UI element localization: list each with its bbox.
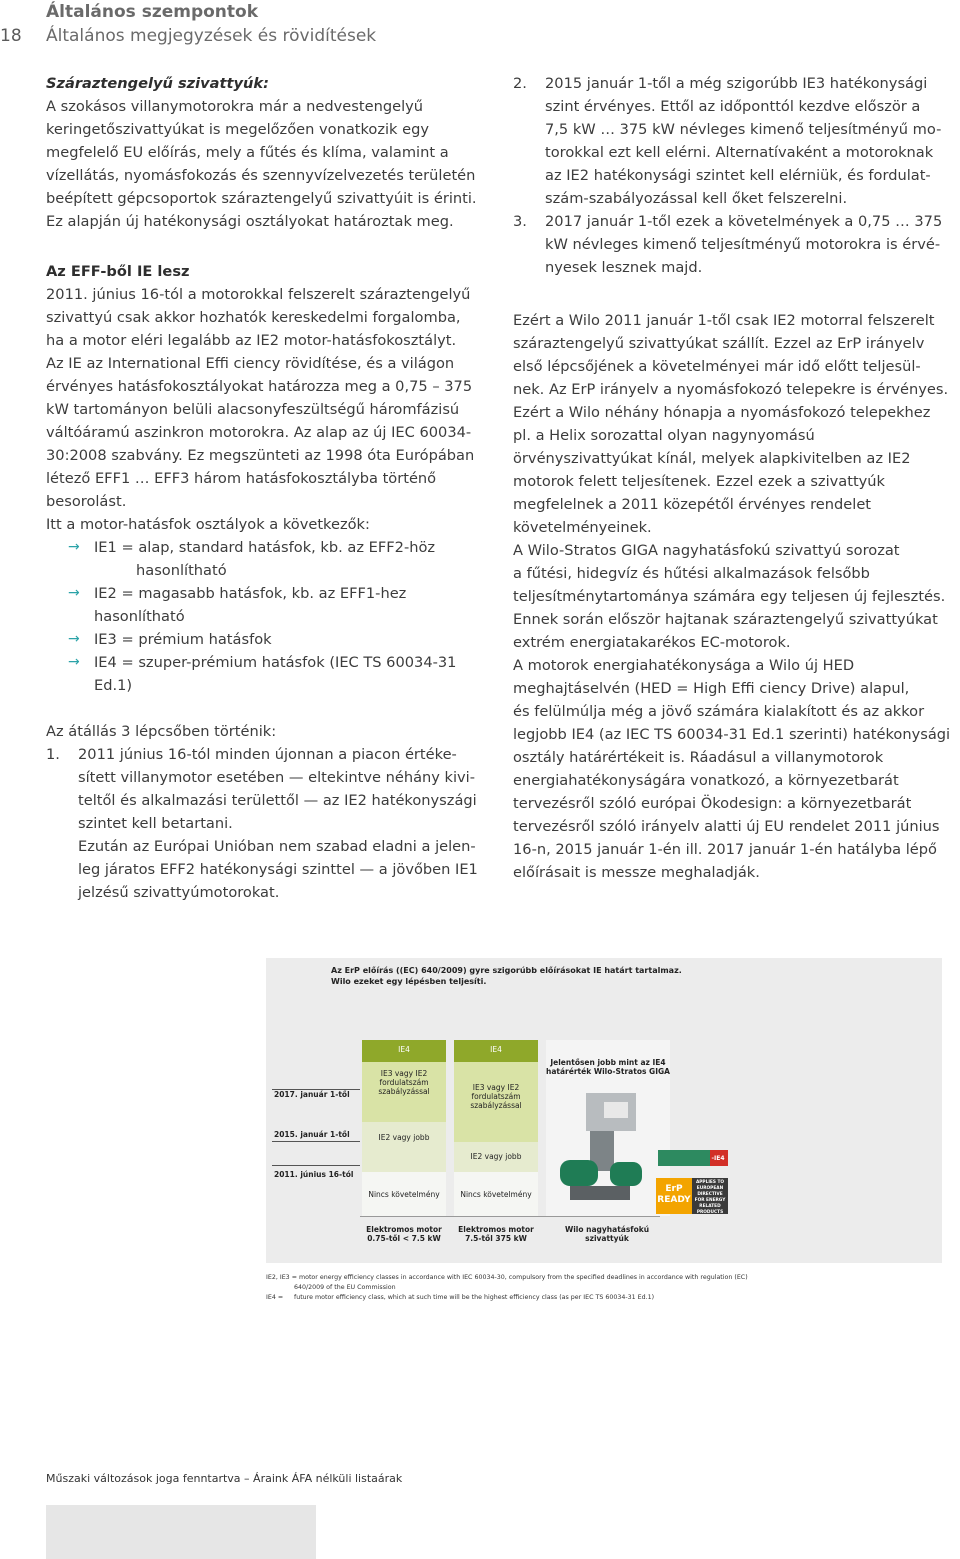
text-line: 30:2008 szabvány. Ez megszünteti az 1998 óta Európában bbox=[46, 447, 475, 464]
note-key: IE4 = bbox=[266, 1294, 284, 1301]
text-line: létező EFF1 … EFF3 három hatásfokosztályba történő bbox=[46, 470, 437, 487]
text-line: motorok felett teljesítenek. Ezzel ezek a szivattyúk bbox=[513, 473, 886, 490]
text-line: nyesek lesznek majd. bbox=[545, 259, 703, 276]
row-label-2011: 2011. június 16-tól bbox=[274, 1170, 354, 1179]
text-line: ha a motor eléri legalább az IE2 motor-hatásfokosztályt. bbox=[46, 332, 457, 349]
text-line: Itt a motor-hatásfok osztályok a következők: bbox=[46, 516, 370, 533]
text-line: teljesítménytartománya számára egy teljesen új fejlesztés. bbox=[513, 588, 946, 605]
arrow-right-icon: → bbox=[68, 539, 80, 555]
bullet-text: IE3 = prémium hatásfok bbox=[94, 631, 272, 648]
text-line: pl. a Helix sorozattal olyan nagynyomású bbox=[513, 427, 815, 444]
text-line: Az átállás 3 lépcsőben történik: bbox=[46, 723, 277, 740]
text-line: torokkal ezt kell elérni. Alternatívaként a motoroknak bbox=[545, 144, 934, 161]
right-column bbox=[513, 72, 958, 884]
bullet-text: Ed.1) bbox=[94, 677, 133, 694]
text-line: A szokásos villanymotorokra már a nedvestengelyű bbox=[46, 98, 424, 115]
row-label-2015: 2015. január 1-től bbox=[274, 1130, 350, 1139]
text-line: tervezésről szóló európai Ökodesign: a környezetbarát bbox=[513, 795, 912, 812]
text-line: Ezért a Wilo 2011 január 1-től csak IE2 motorral felszerelt bbox=[513, 312, 935, 329]
text-line: legjobb IE4 (az IEC TS 60034-31 Ed.1 szerinti) hatékonysági bbox=[513, 726, 951, 743]
erp-side-text: APPLIES TO EUROPEAN DIRECTIVE FOR ENERGY RELATED PRODUCTS bbox=[694, 1180, 726, 1215]
list-item bbox=[46, 536, 496, 582]
text-line: jelzésű szivattyúmotorokat. bbox=[78, 884, 280, 901]
figure-notes bbox=[266, 1273, 946, 1303]
text-line: A motorok energiahatékonysága a Wilo új HED bbox=[513, 657, 855, 674]
bullet-text: IE2 = magasabb hatásfok, kb. az EFF1-hez bbox=[94, 585, 407, 602]
list-item bbox=[46, 628, 496, 651]
text-line: szám-szabályozással kell őket felszerelni. bbox=[545, 190, 848, 207]
text-line: sített villanymotor esetében — eltekintve néhány kivi- bbox=[78, 769, 476, 786]
item-number: 1. bbox=[46, 746, 60, 763]
text-line: érvényes hatásfokosztályokat határozza meg a 0,75 – 375 bbox=[46, 378, 473, 395]
column-label-motor-large: Elektromos motor 7.5-től 375 kW bbox=[458, 1225, 534, 1243]
page-number: 18 bbox=[0, 26, 22, 46]
numbered-item bbox=[513, 210, 958, 279]
text-line: szint érvényes. Ettől az időponttól kezdve először a bbox=[545, 98, 921, 115]
text-line: tervezésről szóló irányelv alatti új EU rendelet 2011 június bbox=[513, 818, 940, 835]
caption-line: Az ErP előírás ((EC) 640/2009) gyre szigorúbb előírásokat IE határt tartalmaz. bbox=[331, 966, 682, 975]
caption-line: Wilo ezeket egy lépésben teljesíti. bbox=[331, 977, 487, 986]
text-line: örvényszivattyúkat kínál, melyek alapkivitelben az IE2 bbox=[513, 450, 911, 467]
bullet-text: IE1 = alap, standard hatásfok, kb. az EFF2-höz bbox=[94, 539, 436, 556]
text-line: beépített gépcsoportok száraztengelyű szivattyúit is érinti. bbox=[46, 190, 477, 207]
footer-text: Műszaki változások joga fenntartva – Áraink ÁFA nélküli listaárak bbox=[46, 1472, 403, 1485]
label-wilo-better: Jelentősen jobb mint az IE4 határérték Wilo-Stratos GIGA bbox=[546, 1058, 670, 1076]
text-line: keringetőszivattyúkat is megelőzően vonatkozik egy bbox=[46, 121, 430, 138]
label-ie3-ie2: IE3 vagy IE2 fordulatszám szabályzással bbox=[470, 1083, 522, 1110]
text-line: Ennek során először hajtanak száraztengelyű szivattyúkat bbox=[513, 611, 938, 628]
baseline bbox=[360, 1216, 660, 1217]
pump-image bbox=[556, 1088, 656, 1208]
text-line: 16-n, 2015 január 1-én ill. 2017 január 1-én hatályba lépő bbox=[513, 841, 937, 858]
left-column bbox=[46, 72, 496, 904]
text-line: osztály határértékeit is. Ráadásul a villanymotorok bbox=[513, 749, 884, 766]
text-line: energiahatékonyságára vonatkozó, a környezetbarát bbox=[513, 772, 899, 789]
list-item bbox=[46, 582, 496, 628]
label-ie2: IE2 vagy jobb bbox=[470, 1152, 522, 1161]
note-line: IE2, IE3 = motor energy efficiency classes in accordance with IEC 60034-30, compulsory from the specified deadlines in accordance with regulation (EC) bbox=[266, 1274, 748, 1281]
bullet-text: hasonlítható bbox=[94, 608, 185, 625]
label-ie4: IE4 bbox=[490, 1045, 502, 1054]
arrow-right-icon: → bbox=[68, 654, 80, 670]
numbered-item bbox=[513, 72, 958, 210]
text-line: kW tartományon belüli alacsonyfeszültségű háromfázisú bbox=[46, 401, 460, 418]
erp-diagram bbox=[266, 958, 942, 1263]
divider bbox=[272, 1089, 360, 1090]
text-line: 2017 január 1-től ezek a követelmények a 0,75 … 375 bbox=[545, 213, 943, 230]
note-line: 640/2009 of the EU Commission bbox=[294, 1284, 396, 1291]
page-title: Általános szempontok bbox=[46, 2, 259, 22]
text-line: követelményeinek. bbox=[513, 519, 652, 536]
text-line: megfelelnek a 2011 közepétől érvényes rendelet bbox=[513, 496, 872, 513]
bullet-text: hasonlítható bbox=[136, 562, 227, 579]
text-line: Az IE az International Effi ciency rövidítése, és a világon bbox=[46, 355, 455, 372]
erp-logo-text: ErP READY bbox=[657, 1184, 691, 1205]
label-none: Nincs követelmény bbox=[460, 1190, 532, 1199]
row-label-2017: 2017. január 1-től bbox=[274, 1090, 350, 1099]
text-line: szivattyú csak akkor hozhatók kereskedelmi forgalomba, bbox=[46, 309, 461, 326]
page-subtitle: Általános megjegyzések és rövidítések bbox=[46, 26, 377, 46]
numbered-item bbox=[46, 743, 496, 904]
text-line: Ezért a Wilo néhány hónapja a nyomásfokozó telepekhez bbox=[513, 404, 931, 421]
footer-bar bbox=[46, 1505, 316, 1559]
divider bbox=[272, 1141, 360, 1142]
text-line: nek. Az ErP irányelv a nyomásfokozó telepekre is érvényes. bbox=[513, 381, 949, 398]
heading-dry-shaft: Száraztengelyű szivattyúk: bbox=[46, 75, 269, 92]
heading-eff-to-ie: Az EFF-ből IE lesz bbox=[46, 263, 190, 280]
divider bbox=[272, 1165, 360, 1166]
text-line: a fűtési, hidegvíz és hűtési alkalmazások felsőbb bbox=[513, 565, 870, 582]
text-line: és felülmúlja még a jövő számára kialakított és az akkor bbox=[513, 703, 925, 720]
text-line: előírásait is messze meghaladják. bbox=[513, 864, 760, 881]
text-line: Ezután az Európai Unióban nem szabad eladni a jelen- bbox=[78, 838, 476, 855]
text-line: 2011 június 16-tól minden újonnan a piacon értéke- bbox=[78, 746, 457, 763]
column-label-motor-small: Elektromos motor 0.75-től < 7.5 kW bbox=[366, 1225, 442, 1243]
list-item bbox=[46, 651, 496, 697]
text-line: 2011. június 16-tól a motorokkal felszerelt száraztengelyű bbox=[46, 286, 471, 303]
hed-badge-text: -IE4 bbox=[711, 1155, 725, 1162]
text-line: extrém energiatakarékos EC-motorok. bbox=[513, 634, 791, 651]
column-label-wilo: Wilo nagyhatásfokú szivattyúk bbox=[564, 1225, 650, 1243]
text-line: A Wilo-Stratos GIGA nagyhatásfokú szivattyú sorozat bbox=[513, 542, 900, 559]
bullet-text: IE4 = szuper-prémium hatásfok (IEC TS 60034-31 bbox=[94, 654, 457, 671]
text-line: 7,5 kW … 375 kW névleges kimenő teljesítményű mo- bbox=[545, 121, 942, 138]
text-line: megfelelő EU előírás, mely a fűtés és klíma, valamint a bbox=[46, 144, 449, 161]
text-line: szintet kell betartani. bbox=[78, 815, 233, 832]
text-line: teltől és alkalmazási területtől — az IE2 hatékonyszági bbox=[78, 792, 477, 809]
band-ie2 bbox=[362, 1122, 446, 1172]
arrow-right-icon: → bbox=[68, 585, 80, 601]
text-line: száraztengelyű szivattyúkat szállít. Ezzel az ErP irányelv bbox=[513, 335, 925, 352]
text-line: 2015 január 1-től a még szigorúbb IE3 hatékonysági bbox=[545, 75, 928, 92]
label-ie4: IE4 bbox=[398, 1045, 410, 1054]
item-number: 3. bbox=[513, 213, 527, 230]
text-line: besorolást. bbox=[46, 493, 127, 510]
text-line: Ez alapján új hatékonysági osztályokat határoztak meg. bbox=[46, 213, 454, 230]
text-line: az IE2 hatékonysági szintet kell elérniük, és fordulat- bbox=[545, 167, 931, 184]
note-line: future motor efficiency class, which at such time will be the highest efficiency class (as per IEC TS 60034-31 Ed.1) bbox=[294, 1294, 655, 1301]
label-none: Nincs követelmény bbox=[368, 1190, 440, 1199]
text-line: váltóáramú aszinkron motorokra. Az alap az új IEC 60034- bbox=[46, 424, 472, 441]
text-line: vízellátás, nyomásfokozás és szennyvízelvezetés területén bbox=[46, 167, 476, 184]
label-ie2: IE2 vagy jobb bbox=[378, 1133, 430, 1142]
text-line: meghajtáselvén (HED = High Effi ciency Drive) alapul, bbox=[513, 680, 910, 697]
arrow-right-icon: → bbox=[68, 631, 80, 647]
text-line: kW névleges kimenő teljesítményű motorokra is érvé- bbox=[545, 236, 941, 253]
label-ie3-ie2: IE3 vagy IE2 fordulatszám szabályzással bbox=[378, 1069, 430, 1096]
item-number: 2. bbox=[513, 75, 527, 92]
text-line: első lépcsőjének a követelményei már idő előtt teljesül- bbox=[513, 358, 921, 375]
text-line: leg járatos EFF2 hatékonysági szinttel — a jövőben IE1 bbox=[78, 861, 478, 878]
